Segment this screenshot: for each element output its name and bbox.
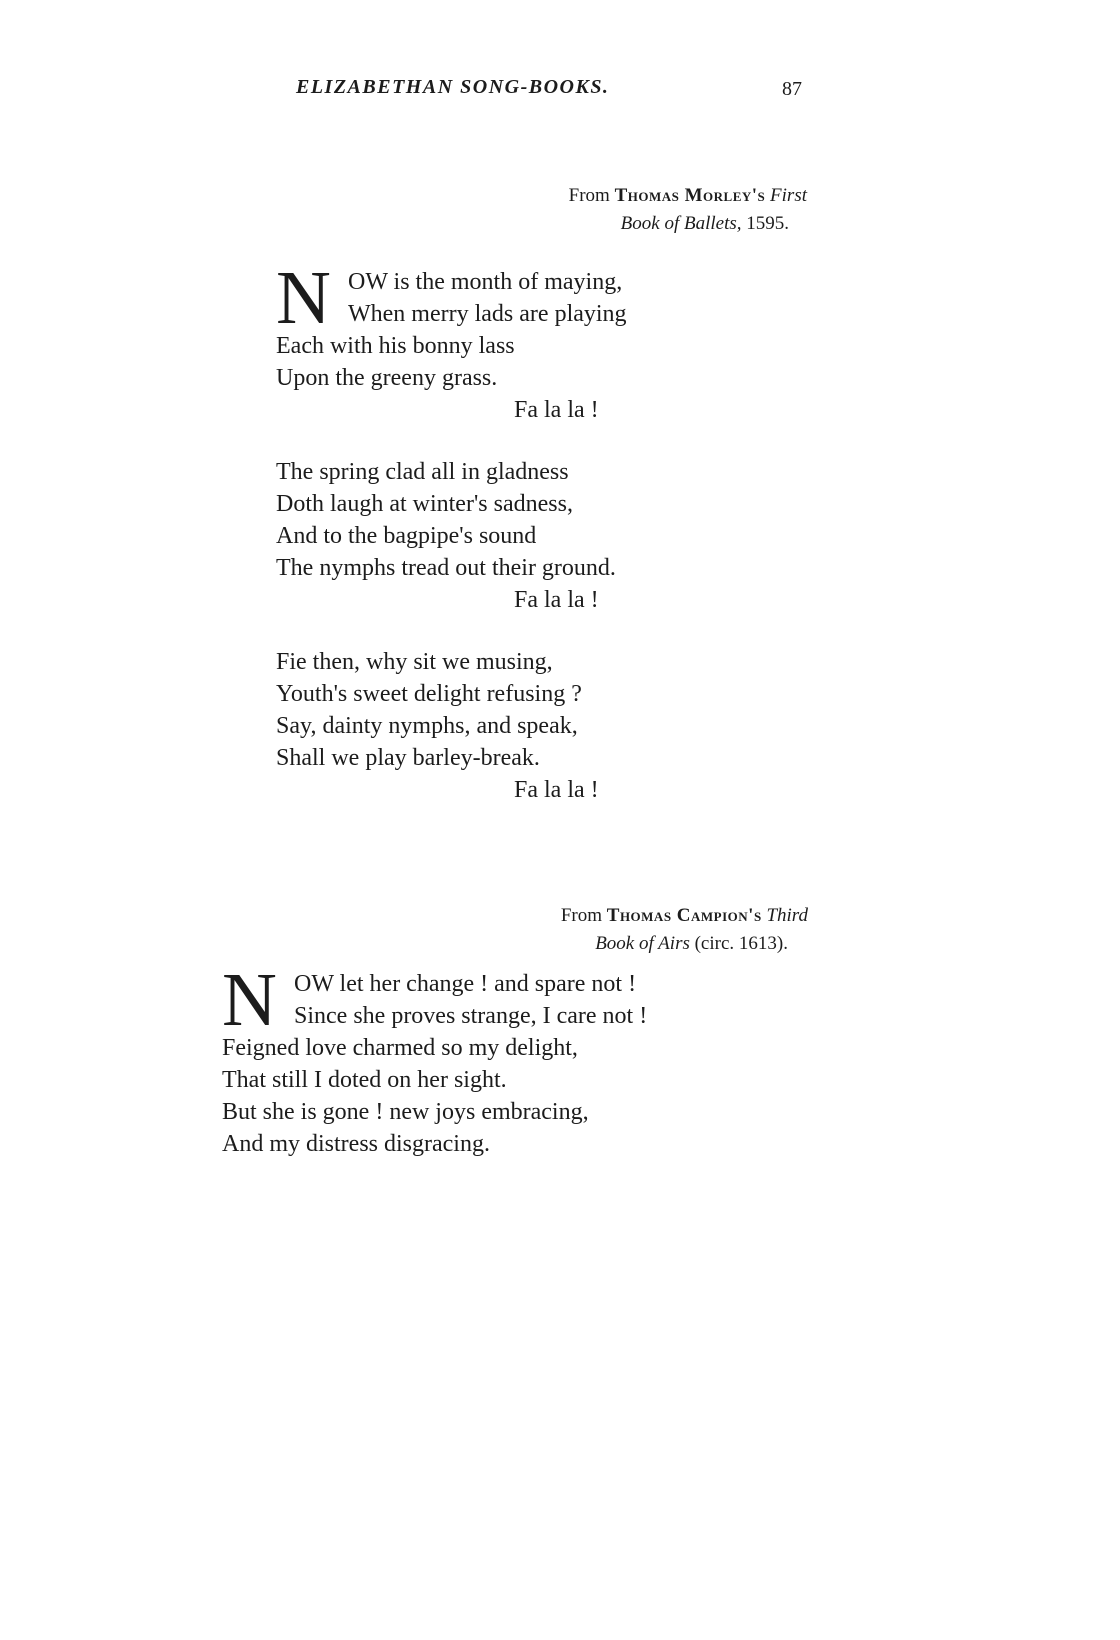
attribution-author: Thomas Morley's [614,185,766,206]
song1-poem [276,256,627,806]
attribution-prefix: From [560,905,607,926]
verse-line: Feigned love charmed so my delight, [222,1035,578,1061]
stanza-2 [276,456,616,616]
verse-line: But she is gone ! new joys embracing, [222,1099,589,1125]
verse-line: Shall we play barley-break. [276,745,540,771]
verse-line: Fie then, why sit we musing, [276,649,553,675]
song2-poem [222,958,648,1160]
attribution-title-part1: Third [766,905,808,926]
verse-line: OW is the month of maying, [348,269,623,295]
stanza-1 [222,958,648,1160]
song2-attribution [561,902,808,958]
drop-cap-letter: N [276,256,331,340]
verse-line: Doth laugh at winter's sadness, [276,491,573,517]
attribution-title-part2: Book of Airs [595,933,690,954]
attribution-year: (circ. 1613). [689,933,788,954]
stanza-3 [276,646,616,806]
attribution-year: 1595. [741,213,789,234]
verse-line: That still I doted on her sight. [222,1067,507,1093]
verse-line: Say, dainty nymphs, and speak, [276,713,578,739]
verse-line: OW let her change ! and spare not ! [294,971,637,997]
refrain: Fa la la ! [514,397,599,423]
dropcap-opening [222,958,648,1042]
drop-cap-letter: N [222,958,277,1042]
dropcap-opening [276,256,627,340]
page-number: 87 [782,78,802,100]
verse-line: Each with his bonny lass [276,333,515,359]
refrain: Fa la la ! [514,587,599,613]
verse-line: And to the bagpipe's sound [276,523,537,549]
running-title: ELIZABETHAN SONG-BOOKS. [296,76,610,98]
attribution-author: Thomas Campion's [606,905,762,926]
verse-line: Youth's sweet delight refusing ? [276,681,582,707]
verse-line: The nymphs tread out their ground. [276,555,616,581]
verse-line: The spring clad all in gladness [276,459,569,485]
stanza-1 [276,256,627,426]
verse-line: And my distress disgracing. [222,1131,490,1157]
verse-line: When merry lads are playing [348,301,627,327]
refrain: Fa la la ! [514,777,599,803]
attribution-title-part2: Book of Ballets, [620,213,742,234]
attribution-title-part1: First [770,185,807,206]
verse-line: Upon the greeny grass. [276,365,498,391]
verse-line: Since she proves strange, I care not ! [294,1003,648,1029]
attribution-prefix: From [568,185,615,206]
song1-attribution [569,182,807,238]
